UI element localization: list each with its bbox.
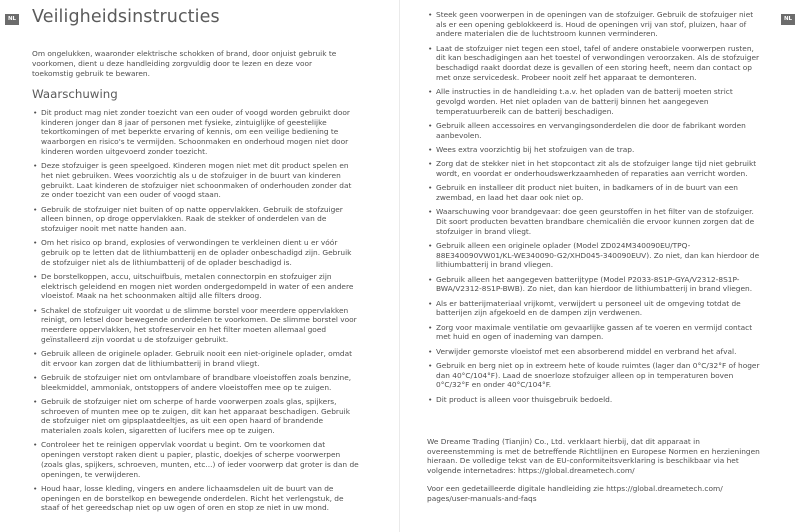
intro-paragraph: Om ongelukken, waaronder elektrische schokken of brand, door onjuist gebruik te voorkomen, dient u deze handleiding zorgvuldig door te lezen en deze voor toekomstig gebruik te bewaren.	[32, 49, 337, 79]
warning-heading: Waarschuwing	[32, 87, 118, 101]
warning-item: • Houd haar, losse kleding, vingers en andere lichaamsdelen uit de buurt van de openingen en de borstelkop en bewegende onderdelen. Richt het verlengstuk, de staaf of het gereedschap niet op uw ogen of oren en stop ze niet in uw mond.	[33, 483, 344, 513]
warning-item: • Zorg voor maximale ventilatie om gevaarlijke gassen af te voeren en vermijd contact met huid en ogen of inademing van dampen.	[428, 322, 753, 342]
warning-item: • Gebruik alleen het aangegeven batterijtype (Model P2033-8S1P-GYA/V2312-8S1P-BWA/V2312-8S1P-BWB). Zo niet, dan kan hierdoor de lithiumbatterij in brand vliegen.	[428, 274, 753, 294]
warning-item: • Zorg dat de stekker niet in het stopcontact zit als de stofzuiger lange tijd niet gebruikt wordt, en voordat er onderhoudswerkzaamheden of reparaties aan verricht worden.	[428, 159, 757, 178]
warning-item: • Controleer het te reinigen oppervlak voordat u begint. Om te voorkomen dat openingen verstopt raken dient u papier, plastic, doekjes of scherpe voorwerpen (zoals glas, spijkers, schroeven, munten, etc...) of ieder voorwerp dat groter is dan de openingen, te verwijderen.	[33, 440, 359, 479]
warning-item: • Gebruik en installeer dit product niet buiten, in badkamers of in de buurt van een zwembad, en laad het daar ook niet op.	[428, 183, 738, 202]
warning-list-right	[427, 10, 762, 409]
eu-declaration: We Dreame Trading (Tianjin) Co., Ltd. verklaart hierbij, dat dit apparaat in overeenstemming is met de betreffende Richtlijnen en Europese Normen en herzieningen hieraan. De volledige tekst van de EU-conformiteitsverklaring is beschikbaar via het volgende internetadres: https://global.dreametech.com/	[427, 437, 760, 476]
warning-item: • Gebruik alleen de originele oplader. Gebruik nooit een niet-originele oplader, omdat dit ervoor kan zorgen dat de lithiumbatterij in brand vliegt.	[33, 349, 353, 368]
warning-item: • Gebruik de stofzuiger niet om scherpe of harde voorwerpen zoals glas, spijkers, schroeven of munten mee op te zuigen, dit kan het apparaat beschadigen. Gebruik de stofzuiger niet om gipsplaatdeeltjes, as uit een open haard of brandende materialen zoals kolen, sigaretten of lucifers mee op te zuigen.	[33, 397, 350, 436]
warning-item: • Verwijder gemorste vloeistof met een absorberend middel en verbrand het afval.	[428, 346, 737, 356]
page-title: Veiligheidsinstructies	[32, 7, 220, 27]
warning-item: • Deze stofzuiger is geen speelgoed. Kinderen mogen niet met dit product spelen en het niet gebruiken. Wees voorzichtig als u de stofzuiger in de buurt van kinderen gebruikt. Laat kinderen de stofzuiger niet schoonmaken of onderhouden zonder dat ze onder toezicht van een ouder of voogd staan.	[33, 161, 352, 200]
warning-item: • Laat de stofzuiger niet tegen een stoel, tafel of andere onstabiele voorwerpen rusten, dit kan beschadigingen aan het toestel of verwondingen veroorzaken. Als de stofzuiger beschadigd raakt doordat deze is gevallen of een storing heeft, neem dan contact op met onze servicedesk. Probeer nooit zelf het apparaat te demonteren.	[428, 43, 760, 82]
warning-item: • Als er batterijmateriaal vrijkomt, verwijdert u personeel uit de omgeving totdat de batterijen zijn afgekoeld en de dampen zijn verdwenen.	[428, 298, 741, 318]
warning-item: • Om het risico op brand, explosies of verwondingen te verkleinen dient u er vóór gebruik op te letten dat de lithiumbatterij en de oplader onbeschadigd zijn. Gebruik de stofzuiger niet als de lithiumbatterij of de oplader beschadigd is.	[33, 238, 352, 267]
right-page	[400, 0, 800, 532]
warning-item: • Alle instructies in de handleiding t.a.v. het opladen van de batterij moeten strict gevolgd worden. Het niet opladen van de batterij binnen het aangegeven temperatuurbereik can de batterij beschadigen.	[428, 87, 733, 116]
warning-item: • Gebruik alleen een originele oplader (Model ZD024M340090EU/TPQ-88E340090VW01/KL-WE340090-G2/XHD045-340090EUV). Zo niet, dan kan hierdoor de lithiumbatterij in brand vliegen.	[428, 240, 760, 270]
warning-item: • Gebruik en berg niet op in extreem hete of koude ruimtes (lager dan 0°C/32°F of hoger dan 40°C/104°F). Laad de snoerloze stofzuiger alleen op in temperaturen boven 0°C/32°F en onder 40°C/104°F.	[428, 360, 760, 390]
warning-item: • Gebruik alleen accessoires en vervangingsonderdelen die door de fabrikant worden aanbevolen.	[428, 120, 746, 140]
warning-item: • Waarschuwing voor brandgevaar: doe geen geurstoffen in het filter van de stofzuiger. Dit soort producten bevatten brandbare chemicaliën die ervoor kunnen zorgen dat de stofzuiger in brand vliegt.	[428, 207, 755, 236]
warning-item: • Gebruik de stofzuiger niet om ontvlambare of brandbare vloeistoffen zoals benzine, bleekmiddel, ammoniak, ontstoppers of andere vloeistoffen mee op te zuigen.	[33, 373, 352, 392]
warning-item: • Schakel de stofzuiger uit voordat u de slimme borstel voor meerdere oppervlakken reinigt, om letsel door bewegende onderdelen te voorkomen. De slimme borstel voor meerdere oppervlakken, het stofreservoir en het filter moeten allemaal goed geïnstalleerd zijn voordat u de stofzuiger gebruikt.	[33, 305, 357, 344]
warning-item: • Dit product is alleen voor thuisgebruik bedoeld.	[428, 394, 613, 404]
warning-item: • Dit product mag niet zonder toezicht van een ouder of voogd worden gebruikt door kinderen jonger dan 8 jaar of personen met fysieke, zintuiglijke of geestelijke tekortkomingen of met beperkte ervaring of kennis, om een veilige bediening te waarborgen en risico's te vermijden. Schoonmaken en onderhoud mogen niet door kinderen worden uitgevoerd zonder toezicht.	[33, 108, 350, 156]
warning-item: • Gebruik de stofzuiger niet buiten of op natte oppervlakken. Gebruik de stofzuiger alleen binnen, op droge oppervlakken. Raak de stekker of onderdelen van de stofzuiger nooit met natte handen aan.	[33, 204, 343, 233]
warning-list-left	[32, 108, 360, 518]
warning-item: • De borstelkoppen, accu, uitschuifbuis, metalen connectorpin en stofzuiger zijn elektrisch geleidend en mogen niet worden ondergedompeld in water of een andere vloeistof. Maak na het schoonmaken altijd alle filters droog.	[33, 271, 354, 301]
language-tab: NL	[781, 14, 795, 25]
language-tab: NL	[5, 14, 19, 25]
manual-link-text: Voor een gedetailleerde digitale handleiding zie https://global.dreametech.com/ pages/user-manuals-and-faqs	[427, 484, 723, 503]
warning-item: • Wees extra voorzichtig bij het stofzuigen van de trap.	[428, 144, 635, 154]
warning-item: • Steek geen voorwerpen in de openingen van de stofzuiger. Gebruik de stofzuiger niet als er een opening geblokkeerd is. Houd de openingen vrij van stof, pluizen, haar of andere materialen die de luchtstroom kunnen verminderen.	[428, 10, 754, 39]
